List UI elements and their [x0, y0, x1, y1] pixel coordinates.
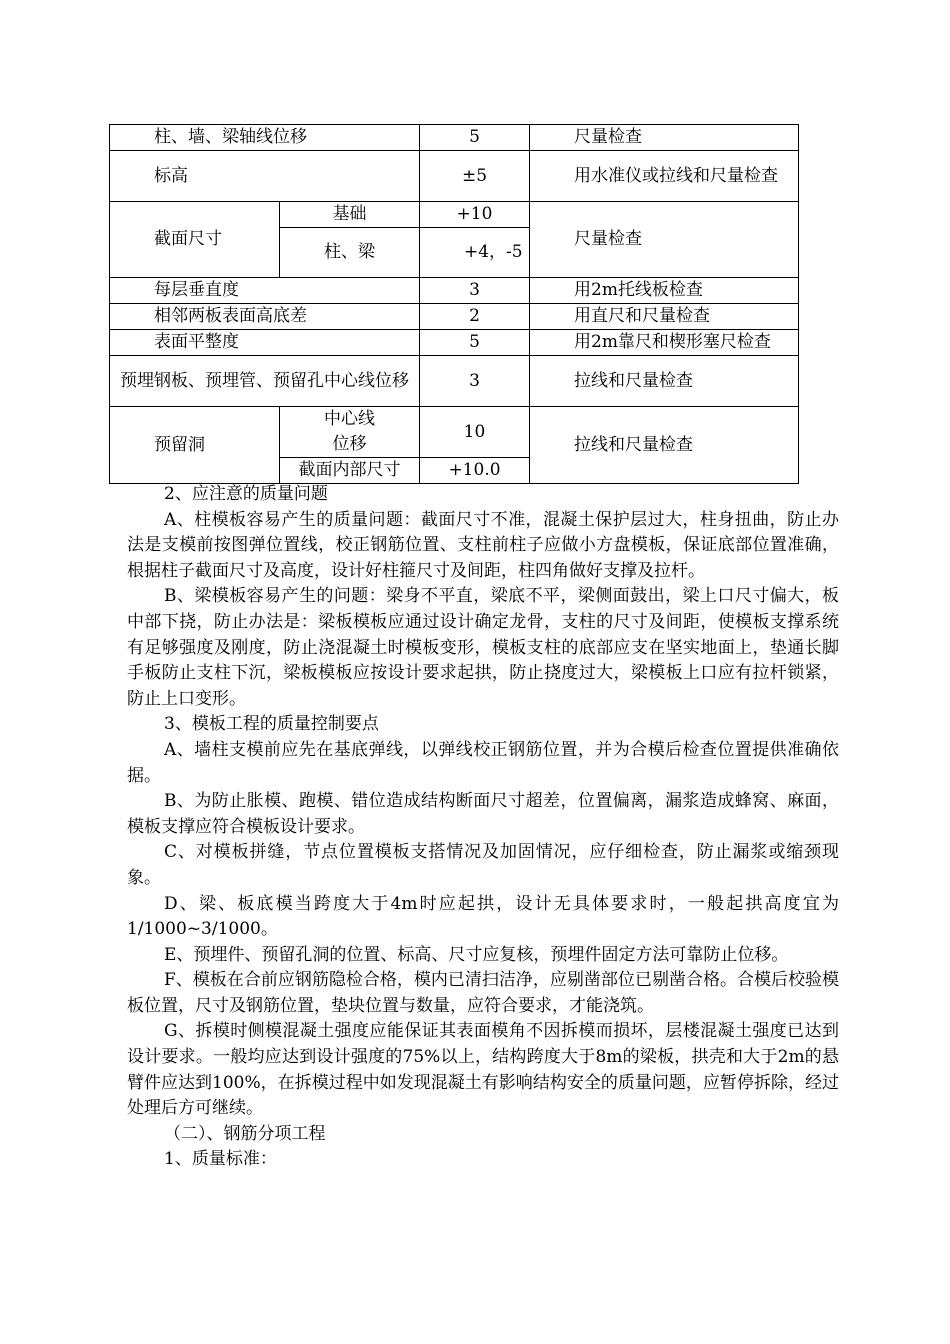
table-cell-value: ±5	[420, 151, 530, 202]
paragraph: E、预埋件、预留孔洞的位置、标高、尺寸应复核，预埋件固定方法可靠防止位移。	[164, 944, 789, 965]
table-cell-method: 用水准仪或拉线和尺量检查	[530, 151, 799, 202]
table-cell-method: 用直尺和尺量检查	[530, 304, 799, 330]
table-cell-method: 尺量检查	[530, 202, 799, 278]
paragraph: B、为防止胀模、跑模、错位造成结构断面尺寸超差，位置偏离，漏浆造成蜂窝、麻面，模板支撑应符合模板设计要求。	[127, 791, 839, 837]
table-cell-value: 3	[420, 278, 530, 304]
table-cell-item: 相邻两板表面高底差	[110, 304, 420, 330]
table-cell-method: 尺量检查	[530, 125, 799, 151]
table-cell-method: 拉线和尺量检查	[530, 407, 799, 484]
table-cell-item: 标高	[110, 151, 420, 202]
table-cell-sub: 截面内部尺寸	[280, 458, 420, 484]
table-row	[110, 304, 799, 330]
table-row	[110, 356, 799, 407]
table-cell-item: 表面平整度	[110, 330, 420, 356]
table-cell-value: 5	[420, 330, 530, 356]
table-cell-sub: 中心线位移	[280, 407, 420, 458]
table-cell-sub: 基础	[280, 202, 420, 228]
paragraph: D、梁、板底模当跨度大于4m时应起拱，设计无具体要求时，一般起拱高度宜为1/1000~3/1000。	[127, 893, 839, 940]
table-row	[110, 330, 799, 356]
table-cell-item: 柱、墙、梁轴线位移	[110, 125, 420, 151]
paragraph: F、模板在合前应钢筋隐检合格，模内已清扫洁净，应剔凿部位已剔凿合格。合模后校验模板位置，尺寸及钢筋位置，垫块位置与数量，应符合要求，才能浇筑。	[127, 970, 839, 1016]
table-row	[110, 407, 799, 458]
table-cell-value: +4，-5	[420, 228, 530, 278]
table-cell-value: +10	[420, 202, 530, 228]
table-cell-item: 每层垂直度	[110, 278, 420, 304]
table-row	[110, 278, 799, 304]
table-cell-item: 预留洞	[110, 407, 280, 484]
section-heading: 3、模板工程的质量控制要点	[164, 714, 379, 735]
paragraph: C、对模板拼缝，节点位置模板支搭情况及加固情况，应仔细检查，防止漏浆或缩颈现象。	[127, 842, 839, 888]
paragraph: A、柱模板容易产生的质量问题：截面尺寸不准，混凝土保护层过大，柱身扭曲，防止办法是支模前按图弹位置线，校正钢筋位置、支柱前柱子应做小方盘模板，保证底部位置准确，根据柱子截面尺寸及高度，设计好柱箍尺寸及间距，柱四角做好支撑及拉杆。	[127, 509, 839, 581]
section-heading: 2、应注意的质量问题	[164, 484, 328, 504]
paragraph: G、拆模时侧模混凝土强度应能保证其表面模角不因拆模而损坏，层楼混凝土强度已达到设计要求。一般均应达到设计强度的75%以上，结构跨度大于8m的梁板，拱壳和大于2m的悬臂件应达到100%，在拆模过程中如发现混凝土有影响结构安全的质量问题，应暂停拆除，经过处理后方可继续。	[127, 1021, 839, 1119]
table-cell-value: 5	[420, 125, 530, 151]
table-cell-item: 预埋钢板、预埋管、预留孔中心线位移	[110, 356, 420, 407]
section-heading: 1、质量标准：	[164, 1149, 277, 1170]
table-cell-value: +10.0	[420, 458, 530, 484]
table-cell-item: 截面尺寸	[110, 202, 280, 278]
body-text	[127, 482, 839, 1173]
table-cell-value: 3	[420, 356, 530, 407]
table-cell-sub: 柱、梁	[280, 228, 420, 278]
table-row	[110, 202, 799, 228]
paragraph: A、墙柱支模前应先在基底弹线，以弹线校正钢筋位置，并为合模后检查位置提供准确依据。	[127, 739, 839, 786]
table-row	[110, 125, 799, 151]
section-heading: （二）、钢筋分项工程	[164, 1123, 326, 1144]
table-row	[110, 151, 799, 202]
tolerance-table	[109, 124, 799, 484]
table-cell-method: 用2m靠尺和楔形塞尺检查	[530, 330, 799, 356]
table-cell-value: 2	[420, 304, 530, 330]
table-cell-method: 拉线和尺量检查	[530, 356, 799, 407]
table-cell-method: 用2m托线板检查	[530, 278, 799, 304]
paragraph: B、梁模板容易产生的问题：梁身不平直，梁底不平，梁侧面鼓出，梁上口尺寸偏大，板中部下挠，防止办法是：梁板模板应通过设计确定龙骨，支柱的尺寸及间距，使模板支撑系统有足够强度及刚度，防止浇混凝土时模板变形，模板支柱的底部应支在坚实地面上，垫通长脚手板防止支柱下沉，梁板模板应按设计要求起拱，防止挠度过大，梁模板上口应有拉杆锁紧，防止上口变形。	[127, 586, 839, 709]
table-cell-value: 10	[420, 407, 530, 458]
